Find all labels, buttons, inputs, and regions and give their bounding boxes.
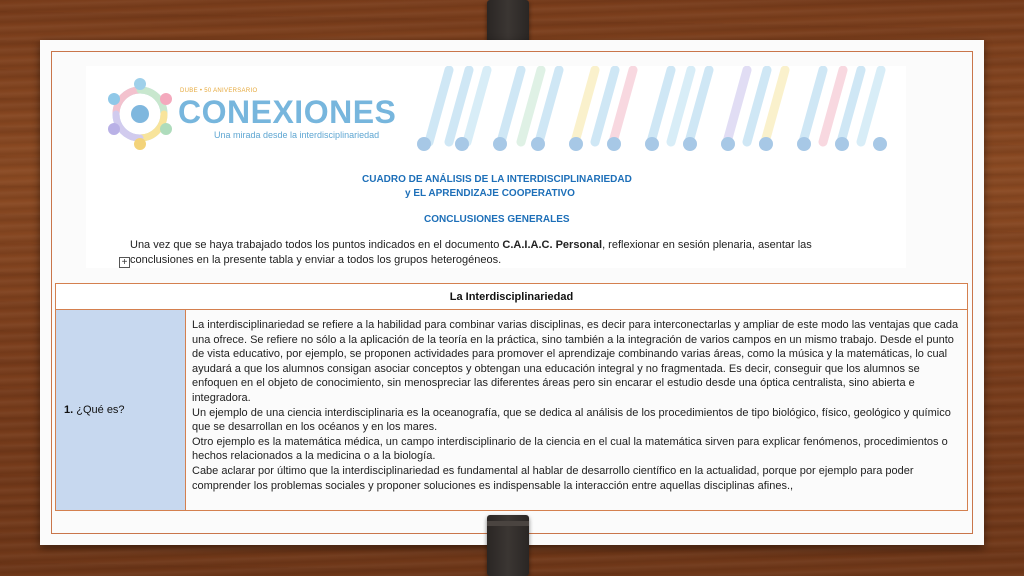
intro-text-start: Una vez que se haya trabajado todos los puntos indicados en el documento — [130, 239, 503, 251]
logo-title: CONEXIONES — [178, 94, 397, 130]
analysis-table — [55, 283, 968, 511]
content-paragraph: Otro ejemplo es la matemática médica, un campo interdisciplinario de la ciencia en el cual la matemática sirven para explicar fenómenos, procedimientos o hechos relacionados a la medicina o a la biología. — [192, 435, 948, 463]
intro-bold-doc: C.A.I.A.C. Personal — [502, 239, 603, 251]
heading-analysis: CUADRO DE ANÁLISIS DE LA INTERDISCIPLINARIEDAD — [362, 174, 632, 185]
content-paragraph: Un ejemplo de una ciencia interdisciplinaria es la oceanografía, que se dedica al análisis de los procedimientos de tipo biológico, físico, geológico y químico que se desarrollan en los océanos y en los mares. — [192, 406, 951, 434]
row-content-cell — [186, 310, 968, 511]
row-label: ¿Qué es? — [76, 404, 125, 416]
heading-cooperative: y EL APRENDIZAJE COOPERATIVO — [405, 188, 575, 199]
table-header: La Interdisciplinariedad — [56, 284, 968, 310]
decorative-stripes — [405, 66, 895, 156]
row-number: 1. — [64, 404, 74, 416]
conexiones-logo-icon — [100, 72, 180, 156]
intro-paragraph — [130, 238, 870, 268]
binder-clip-bottom — [487, 515, 529, 576]
content-paragraph: Cabe aclarar por último que la interdisciplinariedad es fundamental al hablar de desarrollo científico en la actualidad, porque por ejemplo para poder comprender los problemas sociales y proponer soluciones es indispensable la interacción entre aquellas disciplinas afines., — [192, 464, 914, 492]
logo-subtitle: Una mirada desde la interdisciplinariedad — [214, 130, 380, 140]
intro-text-end: , reflexionar en sesión plenaria, asentar las conclusiones en la presente tabla y enviar a todos los grupos heterogéneos. — [130, 239, 812, 266]
table-move-handle-icon[interactable]: + — [119, 257, 130, 268]
heading-conclusions: CONCLUSIONES GENERALES — [424, 214, 570, 225]
logo-pretitle: DUBE • 50 ANIVERSARIO — [180, 88, 258, 94]
content-paragraph: La interdisciplinariedad se refiere a la habilidad para combinar varias disciplinas, es decir para interconectarlas y ampliar de este modo las ventajas que cada una ofrece. Se refiere no sólo a la aplicación de la teoría en la práctica, sino también a la integración de varios campos en un mismo trabajo. Desde el punto de vista educativo, por ejemplo, se proponen actividades para promover el aprendizaje combinando varias áreas, como la música y la matemáticas, lo cual ayudará a que los alumnos consigan asociar conceptos y obtengan una educación integral y no fragmentada. Es decir, conseguir que los alumnos se enfoquen en el objeto de conocimiento, sin menospreciar las diferentes áreas pero sin encarar el estudio desde una óptica centralista, sino abierta e integradora. — [192, 319, 959, 404]
row-label-cell — [56, 310, 186, 511]
